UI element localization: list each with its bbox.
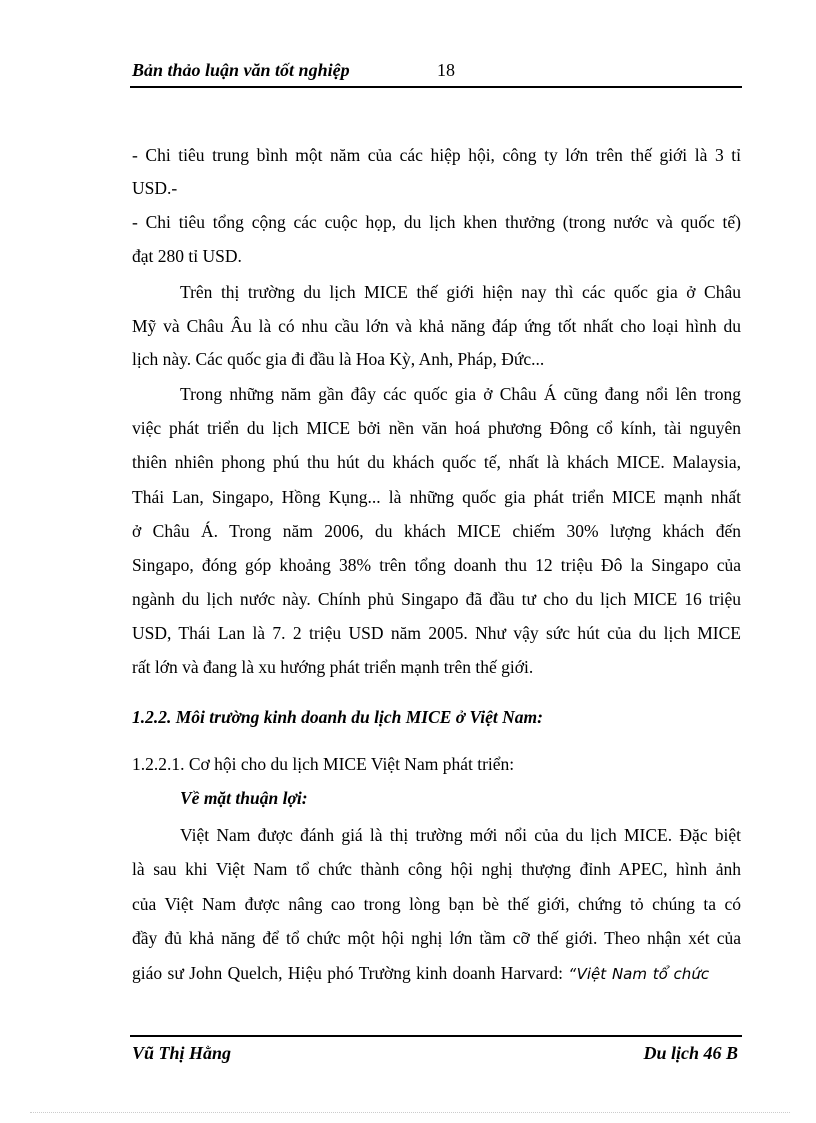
text-line: rất lớn và đang là xu hướng phát triển mạnh trên thế giới. (132, 657, 534, 677)
page-edge-divider (30, 1112, 790, 1113)
text-line: ở Châu Á. Trong năm 2006, du khách MICE chiếm 30% lượng khách đến (132, 521, 741, 541)
text-line: Thái Lan, Singapo, Hồng Kụng... là những quốc gia phát triển MICE mạnh nhất (132, 487, 741, 507)
section-heading: 1.2.2. Môi trường kinh doanh du lịch MICE ở Việt Nam: (132, 707, 543, 727)
text-span: giáo sư John Quelch, Hiệu phó Trường kinh doanh Harvard: (132, 963, 569, 983)
text-line: thiên nhiên phong phú thu hút du khách quốc tế, nhất là khách MICE. Malaysia, (132, 452, 741, 472)
page-number: 18 (437, 60, 455, 80)
subheading: Về mặt thuận lợi: (180, 788, 308, 808)
text-line: Trong những năm gần đây các quốc gia ở Châu Á cũng đang nổi lên trong (180, 384, 741, 404)
text-line: Mỹ và Châu Âu là có nhu cầu lớn và khả năng đáp ứng tốt nhất cho loại hình du (132, 316, 741, 336)
text-line: - Chi tiêu tổng cộng các cuộc họp, du lịch khen thưởng (trong nước và quốc tế) (132, 212, 741, 232)
text-line: Việt Nam được đánh giá là thị trường mới nổi của du lịch MICE. Đặc biệt (180, 825, 741, 845)
text-line: đầy đủ khả năng để tổ chức một hội nghị lớn tầm cỡ thế giới. Theo nhận xét của (132, 928, 741, 948)
text-line: - Chi tiêu trung bình một năm của các hiệp hội, công ty lớn trên thế giới là 3 tỉ (132, 145, 741, 165)
text-line: USD.- (132, 178, 178, 198)
text-line: Trên thị trường du lịch MICE thế giới hiện nay thì các quốc gia ở Châu (180, 282, 741, 302)
header-title: Bản thảo luận văn tốt nghiệp (132, 60, 350, 80)
text-line: USD, Thái Lan là 7. 2 triệu USD năm 2005. Như vậy sức hút của du lịch MICE (132, 623, 741, 643)
quote-start: “Việt Nam tổ chức (568, 965, 710, 983)
header-rule (130, 86, 742, 88)
text-line: Singapo, đóng góp khoảng 38% trên tổng doanh thu 12 triệu Đô la Singapo của (132, 555, 741, 575)
text-line: việc phát triển du lịch MICE bởi nền văn hoá phương Đông cổ kính, tài nguyên (132, 418, 741, 438)
text-line (132, 962, 741, 985)
footer-class: Du lịch 46 B (643, 1043, 738, 1063)
text-line: là sau khi Việt Nam tổ chức thành công hội nghị thượng đỉnh APEC, hình ảnh (132, 859, 741, 879)
text-line: lịch này. Các quốc gia đi đầu là Hoa Kỳ, Anh, Pháp, Đức... (132, 349, 545, 369)
subsection-heading: 1.2.2.1. Cơ hội cho du lịch MICE Việt Nam phát triển: (132, 754, 515, 774)
text-line: đạt 280 tỉ USD. (132, 246, 242, 266)
footer-author: Vũ Thị Hằng (132, 1043, 232, 1063)
text-line: ngành du lịch nước này. Chính phủ Singapo đã đầu tư cho du lịch MICE 16 triệu (132, 589, 741, 609)
footer-rule (130, 1035, 742, 1037)
text-line: của Việt Nam được nâng cao trong lòng bạn bè thế giới, chứng tỏ chúng ta có (132, 894, 741, 914)
